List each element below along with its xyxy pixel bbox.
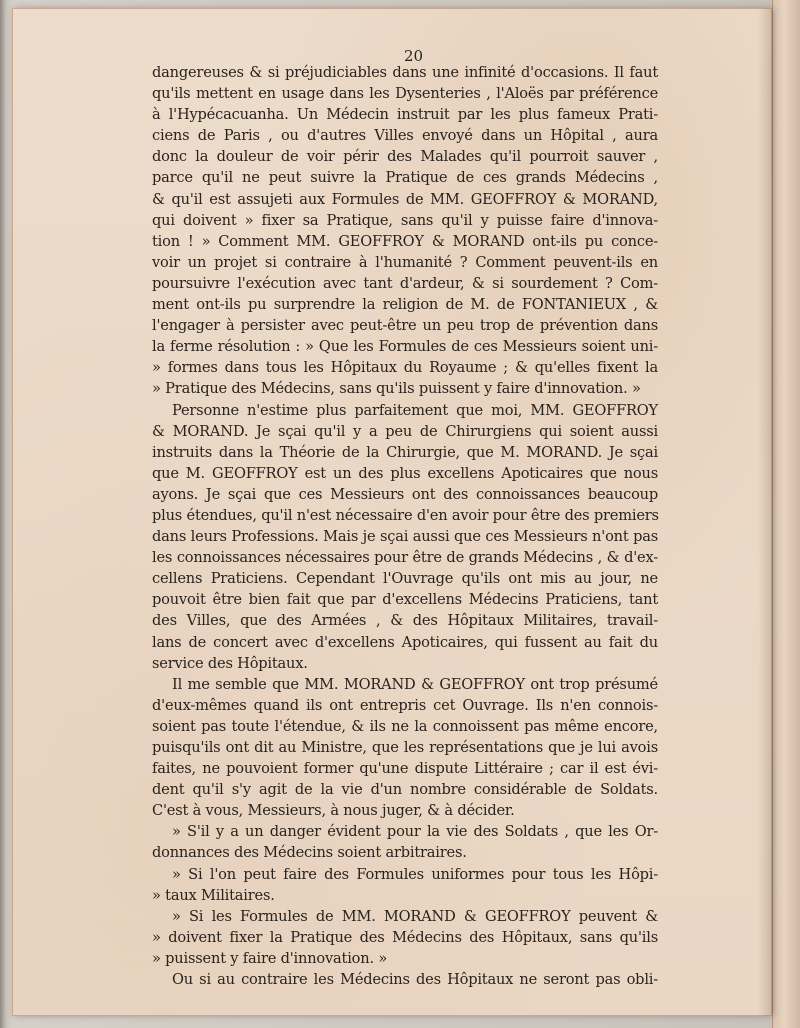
text-line: soient pas toute l'étendue, & ils ne la connoissent pas même encore,	[152, 717, 658, 735]
text-line: dangereuses & si préjudiciables dans une infinité d'occasions. Il faut	[152, 64, 658, 81]
text-line: pouvoit être bien fait que par d'excellens Médecins Praticiens, tant	[152, 591, 658, 609]
text-line: la ferme résolution : » Que les Formules de ces Messieurs soient uni-	[152, 338, 658, 356]
text-line: Ou si au contraire les Médecins des Hôpitaux ne seront pas obli-	[172, 971, 658, 989]
text-line: donnances des Médecins soient arbitraires.	[152, 844, 467, 862]
page-number: 20	[404, 47, 424, 65]
text-line: plus étendues, qu'il n'est nécessaire d'en avoir pour être des premiers	[152, 506, 659, 524]
text-line: » taux Militaires.	[152, 886, 275, 904]
text-line: & qu'il est assujeti aux Formules de MM. GEOFFROY & MORAND,	[152, 190, 658, 208]
text-line: Il me semble que MM. MORAND & GEOFFROY ont trop présumé	[172, 675, 658, 693]
text-line: & MORAND. Je sçai qu'il y a peu de Chirurgiens qui soient aussi	[152, 422, 658, 440]
page-gutter-shadow	[758, 8, 772, 1016]
text-line: cellens Praticiens. Cependant l'Ouvrage qu'ils ont mis au jour, ne	[152, 570, 658, 588]
text-line: l'engager à persister avec peut-être un peu trop de prévention dans	[152, 317, 658, 335]
text-line: des Villes, que des Armées , & des Hôpitaux Militaires, travail-	[152, 612, 658, 630]
body-text	[152, 62, 658, 990]
text-line: » formes dans tous les Hôpitaux du Royaume ; & qu'elles fixent la	[152, 359, 658, 377]
text-line: faites, ne pouvoient former qu'une dispute Littéraire ; car il est évi-	[152, 760, 658, 778]
text-line: lans de concert avec d'excellens Apoticaires, qui fussent au fait du	[152, 633, 658, 651]
text-line: qu'ils mettent en usage dans les Dysenteries , l'Aloës par préférence	[152, 85, 658, 103]
text-line: service des Hôpitaux.	[152, 654, 308, 672]
text-line: parce qu'il ne peut suivre la Pratique de ces grands Médecins ,	[152, 169, 658, 187]
text-line: que M. GEOFFROY est un des plus excellens Apoticaires que nous	[152, 464, 658, 482]
text-line: Personne n'estime plus parfaitement que moi, MM. GEOFFROY	[172, 401, 658, 419]
text-line: donc la douleur de voir périr des Malades qu'il pourroit sauver ,	[152, 148, 658, 166]
text-line: dent qu'il s'y agit de la vie d'un nombre considérable de Soldats.	[152, 781, 658, 799]
text-line: voir un projet si contraire à l'humanité ? Comment peuvent-ils en	[152, 253, 658, 271]
text-line: » Pratique des Médecins, sans qu'ils puissent y faire d'innovation. »	[152, 380, 641, 398]
text-line: dans leurs Professions. Mais je sçai aussi que ces Messieurs n'ont pas	[152, 528, 658, 546]
text-line: » Si l'on peut faire des Formules uniformes pour tous les Hôpi-	[172, 865, 658, 883]
adjacent-page-edge	[772, 0, 800, 1028]
text-line: les connoissances nécessaires pour être de grands Médecins , & d'ex-	[152, 549, 658, 567]
text-line: » puissent y faire d'innovation. »	[152, 949, 388, 967]
text-line: » S'il y a un danger évident pour la vie des Soldats , que les Or-	[172, 823, 658, 841]
text-line: poursuivre l'exécution avec tant d'ardeur, & si sourdement ? Com-	[152, 274, 658, 292]
text-line: ciens de Paris , ou d'autres Villes envoyé dans un Hôpital , aura	[152, 127, 658, 145]
text-line: qui doivent » fixer sa Pratique, sans qu'il y puisse faire d'innova-	[152, 211, 658, 229]
text-line: » Si les Formules de MM. MORAND & GEOFFROY peuvent &	[172, 907, 658, 925]
text-line: C'est à vous, Messieurs, à nous juger, & à décider.	[152, 802, 515, 820]
text-line: ment ont-ils pu surprendre la religion de M. de FONTANIEUX , &	[152, 296, 658, 314]
text-line: ayons. Je sçai que ces Messieurs ont des connoissances beaucoup	[152, 485, 658, 503]
text-line: à l'Hypécacuanha. Un Médecin instruit par les plus fameux Prati-	[152, 106, 658, 124]
text-line: puisqu'ils ont dit au Ministre, que les représentations que je lui avois	[152, 739, 658, 756]
text-line: d'eux-mêmes quand ils ont entrepris cet Ouvrage. Ils n'en connois-	[152, 696, 658, 714]
text-line: » doivent fixer la Pratique des Médecins des Hôpitaux, sans qu'ils	[152, 928, 658, 946]
text-line: instruits dans la Théorie de la Chirurgie, que M. MORAND. Je sçai	[152, 443, 658, 461]
text-line: tion ! » Comment MM. GEOFFROY & MORAND ont-ils pu conce-	[152, 232, 658, 250]
